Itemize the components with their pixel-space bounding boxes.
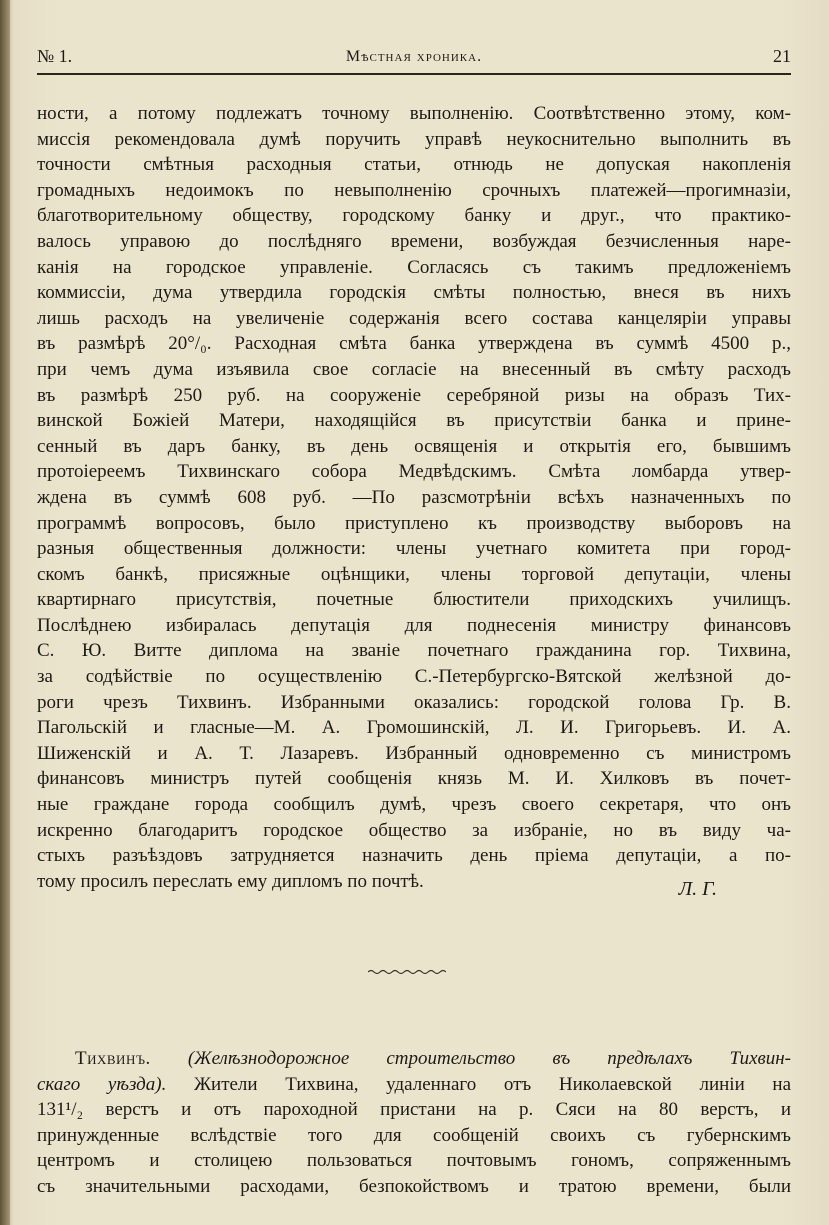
text-line: сенный въ даръ банку, въ день освященія и открытія его, бывшимъ: [37, 435, 791, 457]
text-line: искренно благодаритъ городское общество за избраніе, но въ виду ча-: [37, 819, 791, 841]
text-line: финансовъ министръ путей сообщенія князь М. И. Хилковъ въ почет-: [37, 768, 791, 790]
text-line: центромъ и столицею пользоваться почтовымъ гономъ, сопряженнымъ: [37, 1150, 791, 1172]
article-subheading: (Желѣзнодорожное строительство въ предѣлахъ Тихвин-: [187, 1048, 792, 1069]
text-line: разныя общественныя должности: члены учетнаго комитета при город-: [37, 538, 791, 560]
text-line: благотворительному обществу, городскому банку и друг., что практико-: [37, 205, 791, 227]
text-line: роги чрезъ Тихвинъ. Избранными оказались: городской голова Гр. В.: [37, 691, 791, 713]
text-line: принужденные вслѣдствіе того для сообщеній своихъ съ губернскимъ: [37, 1124, 791, 1146]
text-line: ждена въ суммѣ 608 руб. —По разсмотрѣніи всѣхъ назначенныхъ по: [37, 486, 791, 508]
text-line: въ размѣрѣ 250 руб. на сооруженіе серебряной ризы на образъ Тих-: [37, 384, 791, 406]
author-signature: Л. Г.: [678, 878, 717, 900]
section-title: Мѣстная хроника.: [345, 48, 483, 65]
text-line: лишь расходъ на увеличеніе содержанія всего состава канцеляріи управы: [37, 307, 791, 329]
text-line: программѣ вопросовъ, было приступлено къ производству выборовъ на: [37, 512, 791, 534]
text-line: стыхъ разъѣздовъ затрудняется назначить день пріема депутаціи, а по-: [37, 845, 791, 867]
text-line: ности, а потому подлежатъ точному выполненію. Соотвѣтственно этому, ком-: [37, 103, 791, 124]
text-line: ные граждане города сообщилъ думѣ, чрезъ своего секретаря, что онъ: [37, 794, 791, 816]
text-line: коммиссіи, дума утвердила городскія смѣты полностью, внеся въ нихъ: [37, 282, 791, 304]
text-line: Послѣднею избиралась депутація для поднесенія министру финансовъ: [37, 614, 791, 636]
text-line: Пагольскій и гласные—М. А. Громошинскій, Л. И. Григорьевъ. И. А.: [37, 717, 791, 739]
text-line: С. Ю. Витте диплома на званіе почетнаго гражданина гор. Тихвина,: [37, 640, 791, 662]
paragraph-2: [37, 1046, 791, 1200]
text-line: квартирнаго присутствія, почетные блюстители приходскихъ училищъ.: [37, 589, 791, 611]
text-line: Шиженскій и А. Т. Лазаревъ. Избранный одновременно съ министромъ: [37, 742, 791, 764]
article-subheading-end: скаго уѣзда).: [37, 1073, 167, 1095]
text-line: тому просилъ переслать ему дипломъ по почтѣ.: [37, 870, 424, 892]
header-rule: [37, 73, 791, 75]
issue-number: № 1.: [37, 46, 73, 66]
text-line: 131¹/₂ верстъ и отъ пароходной пристани на р. Сяси на 80 верстъ, и: [37, 1099, 791, 1121]
text-line: [37, 1072, 791, 1098]
text-line: съ значительными расходами, безпокойствомъ и тратою времени, были: [37, 1175, 791, 1197]
book-spine: [0, 0, 10, 1225]
text-line: громадныхъ недоимокъ по невыполненію срочныхъ платежей—прогимназіи,: [37, 179, 791, 201]
text-line: винской Божіей Матери, находящійся въ присутствіи банка и прине-: [37, 410, 791, 432]
text-line: въ размѣрѣ 20°/₀. Расходная смѣта банка утверждена въ суммѣ 4500 р.,: [37, 333, 791, 355]
text-line: за содѣйствіе по осуществленію С.-Петербургско-Вятской желѣзной до-: [37, 666, 791, 688]
text-line: канія на городское управленіе. Согласясь съ такимъ предложеніемъ: [37, 256, 791, 278]
text-line: миссія рекомендовала думѣ поручить управѣ неукоснительно выполнить въ: [37, 128, 791, 150]
running-head: [37, 46, 791, 72]
page-number: 21: [773, 46, 791, 66]
text-line: точности смѣтныя расходныя статьи, отнюдь не допуская накопленія: [37, 154, 791, 176]
text-line: скомъ банкѣ, присяжные оцѣнщики, члены торговой депутаціи, члены: [37, 563, 791, 585]
place-heading: Тихвинъ.: [75, 1048, 151, 1069]
text-fragment: Жители Тихвина, удаленнаго отъ Николаевской линіи на: [194, 1073, 791, 1095]
text-line: протоіереемъ Тихвинскаго собора Медвѣдскимъ. Смѣта ломбарда утвер-: [37, 461, 791, 483]
text-line: [37, 1046, 791, 1072]
section-divider-ornament: [368, 968, 446, 976]
text-line: при чемъ дума изъявила свое согласіе на внесенный въ смѣту расходъ: [37, 358, 791, 380]
text-line: валось управою до послѣдняго времени, возбуждая безчисленныя наре-: [37, 230, 791, 252]
paragraph-1: [37, 101, 791, 894]
